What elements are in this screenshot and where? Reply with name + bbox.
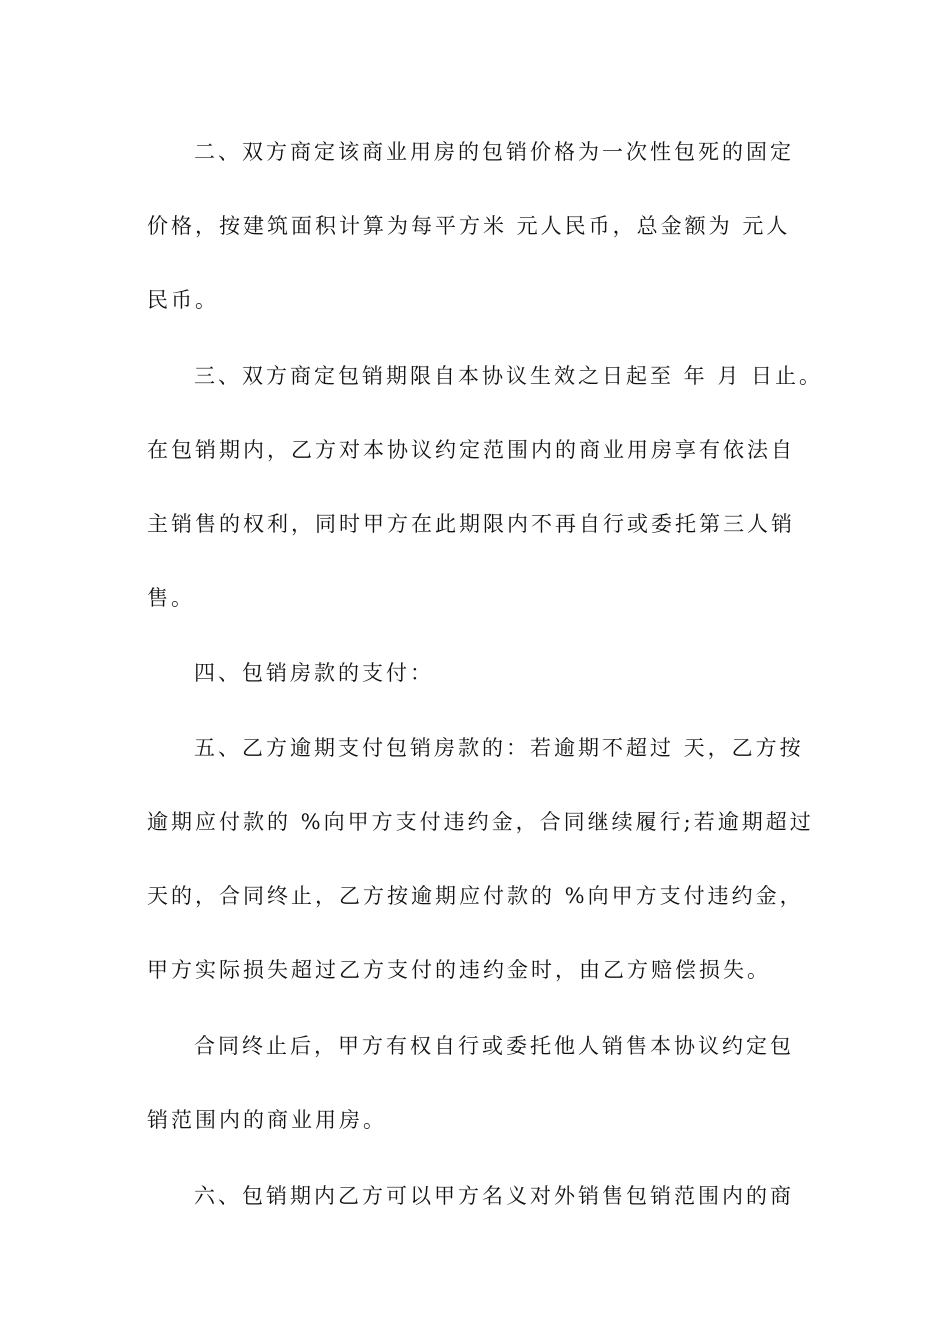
paragraph-2-line-1: 二、双方商定该商业用房的包销价格为一次性包死的固定 — [194, 140, 794, 164]
paragraph-5-line-4: 甲方实际损失超过乙方支付的违约金时，由乙方赔偿损失。 — [147, 958, 771, 982]
paragraph-3-line-4: 售。 — [147, 586, 195, 610]
paragraph-3-line-1: 三、双方商定包销期限自本协议生效之日起至 年 月 日止。 — [194, 364, 824, 388]
paragraph-5-line-1: 五、乙方逾期支付包销房款的：若逾期不超过 天，乙方按 — [194, 736, 804, 760]
paragraph-5-line-2: 逾期应付款的 %向甲方支付违约金，合同继续履行;若逾期超过 — [147, 810, 814, 834]
paragraph-termination-line-1: 合同终止后，甲方有权自行或委托他人销售本协议约定包 — [194, 1034, 794, 1058]
paragraph-2-line-3: 民币。 — [147, 288, 219, 312]
paragraph-6-line-1: 六、包销期内乙方可以甲方名义对外销售包销范围内的商 — [194, 1184, 794, 1208]
paragraph-termination-line-2: 销范围内的商业用房。 — [147, 1108, 387, 1132]
paragraph-3-line-2: 在包销期内，乙方对本协议约定范围内的商业用房享有依法自 — [147, 438, 795, 462]
paragraph-5-line-3: 天的，合同终止，乙方按逾期应付款的 %向甲方支付违约金， — [147, 884, 804, 908]
paragraph-4-line-1: 四、包销房款的支付： — [194, 661, 434, 685]
paragraph-3-line-3: 主销售的权利，同时甲方在此期限内不再自行或委托第三人销 — [147, 512, 795, 536]
paragraph-2-line-2: 价格，按建筑面积计算为每平方米 元人民币，总金额为 元人 — [147, 214, 791, 238]
